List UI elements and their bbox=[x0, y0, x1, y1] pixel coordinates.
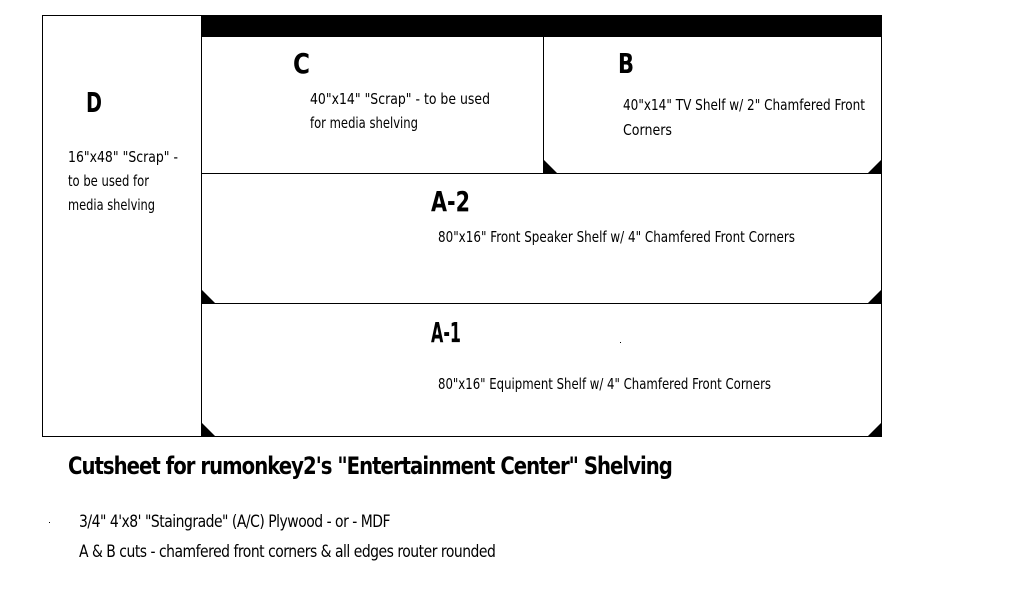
piece-d-desc-line-1: 16"x48" "Scrap" - bbox=[68, 148, 178, 166]
piece-d-desc-line-3: media shelving bbox=[68, 196, 155, 214]
piece-b-desc-line-1: 40"x14" TV Shelf w/ 2" Chamfered Front bbox=[623, 96, 866, 114]
material-note: 3/4" 4'x8' "Staingrade" (A/C) Plywood - or - MDF bbox=[79, 512, 391, 532]
piece-d-desc-line-2: to be used for bbox=[68, 172, 150, 190]
piece-b-desc-line-2: Corners bbox=[623, 121, 673, 139]
cutsheet-title: Cutsheet for rumonkey2's "Entertainment Center" Shelving bbox=[68, 452, 672, 480]
piece-c-label: C bbox=[293, 47, 310, 80]
piece-c-desc-line-1: 40"x14" "Scrap" - to be used bbox=[310, 90, 490, 108]
finish-note: A & B cuts - chamfered front corners & all edges router rounded bbox=[79, 542, 496, 562]
piece-a1-label: A-1 bbox=[431, 316, 461, 349]
stray-mark bbox=[49, 522, 50, 523]
piece-c-desc-line-2: for media shelving bbox=[310, 114, 418, 132]
piece-a2-desc-line-1: 80"x16" Front Speaker Shelf w/ 4" Chamfered Front Corners bbox=[438, 228, 796, 246]
piece-a1-desc-line-1: 80"x16" Equipment Shelf w/ 4" Chamfered Front Corners bbox=[438, 375, 772, 393]
piece-b-label: B bbox=[618, 47, 634, 80]
piece-a2-label: A-2 bbox=[431, 185, 470, 218]
piece-d-label: D bbox=[86, 86, 102, 119]
